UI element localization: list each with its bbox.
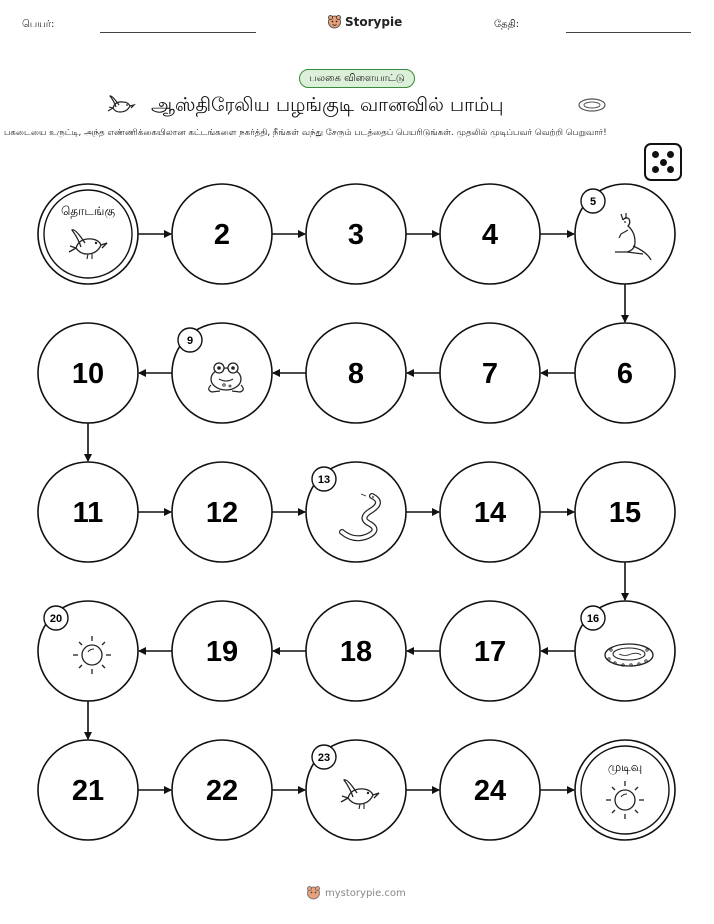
board-cell-9[interactable] [172, 323, 272, 423]
board-cell-3[interactable] [306, 184, 406, 284]
board-cell-7[interactable] [440, 323, 540, 423]
board-cell-2[interactable] [172, 184, 272, 284]
board-cell-18[interactable] [306, 601, 406, 701]
cell-number: 6 [616, 358, 634, 390]
cell-number: 22 [205, 775, 239, 807]
name-label: பெயர்: [22, 19, 55, 30]
board-cell-21[interactable] [38, 740, 138, 840]
cell-number: 13 [317, 474, 331, 486]
cell-number: 15 [608, 497, 642, 529]
board-cell-19[interactable] [172, 601, 272, 701]
cell-number: 14 [473, 497, 507, 529]
cell-number: 7 [481, 358, 499, 390]
board-cell-11[interactable] [38, 462, 138, 562]
start-label: தொடங்கு [60, 204, 116, 218]
cell-number: 8 [347, 358, 365, 390]
board-cell-17[interactable] [440, 601, 540, 701]
instructions-text: பகடையை உருட்டி, அந்த எண்ணிக்கையிலான கட்டங்களை நகர்த்தி, நீங்கள் வந்து சேரும் படத்தைப் பெயரிடுங்கள். முதலில் முடிப்பவர் வெற்றி பெறுவார்! [4, 128, 607, 138]
board-cell-13[interactable] [306, 462, 406, 562]
cell-number: 19 [205, 636, 239, 668]
board-cell-25[interactable] [575, 740, 675, 840]
board-cell-12[interactable] [172, 462, 272, 562]
cell-number: 11 [72, 497, 104, 529]
cell-number: 2 [213, 219, 231, 251]
finish-label: முடிவு [607, 760, 643, 774]
board-cell-6[interactable] [575, 323, 675, 423]
page-title: ஆஸ்திரேலிய பழங்குடி வானவில் பாம்பு [151, 94, 504, 116]
board-cell-24[interactable] [440, 740, 540, 840]
board-cell-23[interactable] [306, 740, 406, 840]
storypie-footer-logo-icon [306, 885, 321, 900]
cell-number: 23 [317, 752, 331, 764]
cell-number: 5 [589, 196, 597, 208]
brand-name: Storypie [345, 15, 403, 29]
board-cell-20[interactable] [38, 601, 138, 701]
cell-number: 20 [49, 613, 63, 625]
cell-number: 18 [339, 636, 373, 668]
cell-number: 9 [186, 335, 194, 347]
footer-url: mystorypie.com [325, 888, 406, 899]
cell-number: 16 [586, 613, 600, 625]
cell-number: 4 [481, 219, 499, 251]
board-cell-15[interactable] [575, 462, 675, 562]
cell-number: 3 [347, 219, 365, 251]
board-cell-22[interactable] [172, 740, 272, 840]
board-cell-16[interactable] [575, 601, 675, 701]
board-cell-5[interactable] [575, 184, 675, 284]
cell-number: 10 [71, 358, 105, 390]
board-cell-1[interactable] [38, 184, 138, 284]
cell-number: 24 [473, 775, 507, 807]
board-cell-4[interactable] [440, 184, 540, 284]
date-label: தேதி: [494, 19, 520, 30]
board-cell-10[interactable] [38, 323, 138, 423]
board-cell-8[interactable] [306, 323, 406, 423]
cell-number: 21 [71, 775, 105, 807]
category-badge: பலகை விளையாட்டு [299, 69, 414, 88]
board-cell-14[interactable] [440, 462, 540, 562]
cell-number: 12 [205, 497, 239, 529]
cell-number: 17 [473, 636, 507, 668]
